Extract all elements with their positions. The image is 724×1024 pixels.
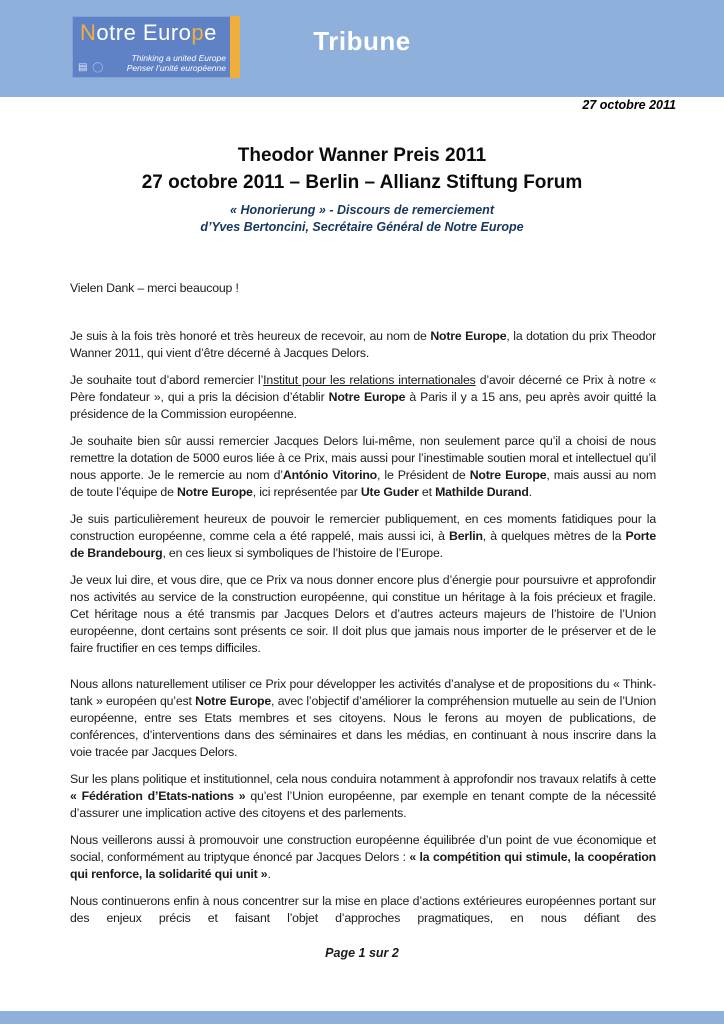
body-paragraphs	[70, 328, 656, 927]
text-run: , mais aussi au nom de toute l’équipe de	[70, 468, 657, 499]
logo-tagline-en: Thinking a united Europe	[131, 53, 226, 63]
text-run: Ute Guder	[360, 485, 419, 499]
text-run: Porte de Brandebourg	[70, 529, 656, 560]
text-run: Je veux lui dire, et vous dire, que ce Prix va nous donner encore plus d’énergie pour poursuivre et approfondir nos activités au service de la construction européenne, qui constitue un héritage à la fois précieux et fragile. Cet héritage nous a été transmis par Jacques Delors et d’autres acteurs majeurs de l’histoire de l’Union européenne, dont certains sont présents ce soir. Il doit plus que jamais nous importer de le préserver et de le faire fructifier en ces temps difficiles.	[70, 573, 656, 655]
text-run: , la dotation du prix Theodor Wanner 2011, qui vient d’être décerné à Jacques Delors.	[70, 329, 656, 360]
text-run: Notre Europe	[469, 468, 547, 482]
text-run: Institut pour les relations internationales	[263, 373, 476, 387]
text-run: Berlin	[449, 529, 483, 543]
document-body	[70, 280, 656, 937]
greeting: Vielen Dank – merci beaucoup !	[70, 281, 239, 295]
text-run: e	[204, 20, 217, 45]
logo-tagline-fr: Penser l’unité européenne	[126, 63, 226, 73]
text-run: Je suis à la fois très honoré et très heureux de recevoir, au nom de	[70, 329, 431, 343]
paragraph	[70, 372, 656, 423]
paragraph	[70, 572, 656, 657]
paragraph	[70, 328, 656, 362]
text-run: Nous veillerons aussi à promouvoir une construction européenne équilibrée d’un point de vue économique et social, conformément au triptyque énoncé par Jacques Delors :	[70, 833, 656, 864]
subtitle-line-2: d’Yves Bertoncini, Secrétaire Général de Notre Europe	[200, 220, 524, 234]
header-banner	[0, 0, 724, 97]
paragraph	[70, 511, 656, 562]
text-run: Mathilde Durand	[435, 485, 529, 499]
text-run: , le Président de	[377, 468, 470, 482]
text-run: p	[191, 20, 205, 45]
text-run: Notre Europe	[328, 390, 406, 404]
paragraph	[70, 771, 656, 822]
lines-icon: ▤	[78, 62, 89, 73]
paragraph	[70, 893, 656, 927]
banner-title: Tribune	[313, 26, 411, 56]
text-run: , ici représentée par	[252, 485, 361, 499]
text-run: Nous continuerons enfin à nous concentrer sur la mise en place d’actions extérieures européennes portant sur des enjeux précis et faisant l’objet d’approches pragmatiques, en nous défiant des	[70, 894, 656, 925]
title-line-1: Theodor Wanner Preis 2011	[237, 145, 487, 166]
text-run: .	[267, 867, 271, 881]
page-number: Page 1 sur 2	[325, 946, 399, 960]
text-run: Notre Europe	[176, 485, 253, 499]
text-run: d’avoir décerné ce Prix à notre « Père fondateur », qui a pris la décision d’établir	[70, 373, 656, 404]
circle-icon: ◯	[92, 62, 105, 73]
subtitle-line-1: « Honorierung » - Discours de remerciement	[230, 203, 494, 217]
text-run: , avec l’objectif d’améliorer la compréhension mutuelle au sein de l’Union européenne, entre ses Etats membres et ses citoyens. Nous le ferons au moyen de publications, de conférences, d’interventions dans des séminaires et dans les médias, en continuant à nous inscrire dans la voie tracée par Jacques Delors.	[70, 694, 657, 759]
text-run: .	[528, 485, 532, 499]
text-run: Je souhaite bien sûr aussi remercier Jacques Delors lui-même, non seulement parce qu’il a choisi de nous remettre la dotation de 5000 euros liée à ce Prix, mais aussi pour l’inestimable soutien moral et intellectuel qu’il nous apporte. Je le remercie au nom d’	[70, 434, 656, 482]
paragraph	[70, 433, 656, 501]
document-date: 27 octobre 2011	[582, 98, 676, 112]
text-run: , à quelques mètres de la	[482, 529, 626, 543]
text-run: Notre Europe	[430, 329, 507, 343]
text-run: « la compétition qui stimule, la coopération qui renforce, la solidarité qui unit »	[70, 850, 657, 881]
text-run: qu’est l’Union européenne, par exemple en tenant compte de la nécessité d’assurer une implication active des citoyens et des parlements.	[70, 789, 656, 820]
text-run: Je souhaite tout d’abord remercier l’	[70, 373, 264, 387]
text-run: N	[80, 20, 97, 45]
text-run: António Vitorino	[282, 468, 377, 482]
text-run: Notre Europe	[195, 694, 272, 708]
text-run: Je suis particulièrement heureux de pouvoir le remercier publiquement, en ces moments fatidiques pour la construction européenne, comme cela a été rappelé, mais aussi ici, à	[70, 512, 656, 543]
text-run: « Fédération d’Etats-nations »	[70, 789, 246, 803]
document-subtitle	[0, 202, 724, 236]
text-run: Nous allons naturellement utiliser ce Prix pour développer les activités d’analyse et de propositions du « Think-tank » européen qu’est	[70, 677, 656, 708]
paragraph	[70, 676, 656, 761]
footer-bar	[0, 1011, 724, 1024]
text-run: Sur les plans politique et institutionnel, cela nous conduira notamment à approfondir nos travaux relatifs à cette	[70, 772, 656, 786]
text-run: et	[418, 485, 436, 499]
title-line-2: 27 octobre 2011 – Berlin – Allianz Stiftung Forum	[141, 172, 583, 193]
text-run: otre Euro	[96, 20, 192, 45]
paragraph	[70, 832, 656, 883]
document-title	[0, 142, 724, 196]
text-run: , en ces lieux si symboliques de l’histoire de l’Europe.	[162, 546, 443, 560]
text-run: à Paris il y a 15 ans, peu après avoir quitté la présidence de la Commission européenne.	[70, 390, 656, 421]
